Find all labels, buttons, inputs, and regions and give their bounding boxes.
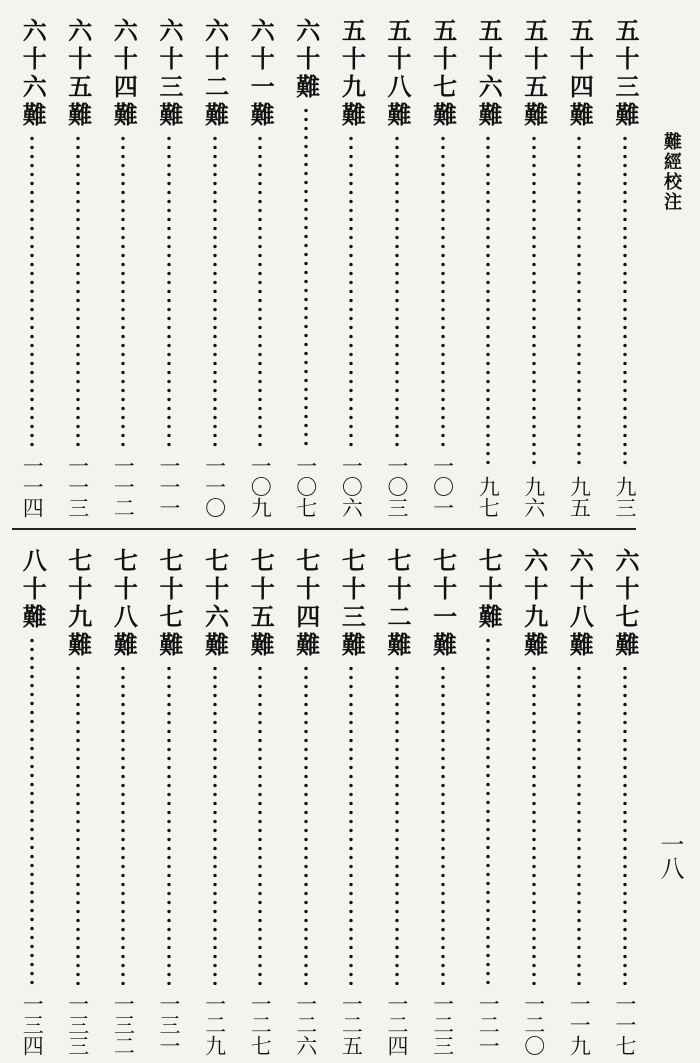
toc-entry-page: 一二四 bbox=[385, 993, 409, 1056]
toc-entry[interactable] bbox=[154, 18, 184, 518]
dot-leader bbox=[486, 134, 490, 468]
toc-entry-title: 五十九難 bbox=[337, 18, 367, 130]
toc-entry-title: 五十六難 bbox=[474, 18, 504, 130]
toc-entry[interactable] bbox=[428, 18, 458, 518]
dot-leader bbox=[213, 664, 217, 985]
dot-leader bbox=[76, 134, 80, 447]
toc-entry-title: 五十八難 bbox=[383, 18, 412, 130]
dot-leader bbox=[258, 134, 262, 447]
toc-block-bottom bbox=[0, 548, 700, 1056]
toc-entry-page: 一二五 bbox=[339, 993, 364, 1056]
toc-entry-page: 一二六 bbox=[293, 993, 318, 1056]
toc-entry-title: 七十難 bbox=[474, 548, 504, 632]
toc-entry[interactable] bbox=[564, 18, 594, 518]
running-header-title: 難經校注 bbox=[661, 132, 682, 212]
dot-leader bbox=[486, 636, 490, 985]
toc-entry-title: 六十八難 bbox=[565, 548, 595, 660]
toc-entry-page: 一〇九 bbox=[248, 455, 273, 518]
toc-entry-page: 一〇一 bbox=[430, 455, 455, 518]
toc-entry-title: 七十九難 bbox=[63, 548, 93, 660]
dot-leader bbox=[349, 134, 353, 447]
dot-leader bbox=[623, 134, 627, 468]
toc-entry[interactable] bbox=[154, 548, 184, 1056]
toc-entry-title: 七十七難 bbox=[155, 548, 184, 660]
toc-entry-title: 七十五難 bbox=[246, 548, 276, 660]
dot-leader bbox=[76, 664, 80, 985]
toc-entry-page: 九七 bbox=[476, 476, 501, 518]
toc-entry-page: 一二三 bbox=[430, 993, 455, 1056]
toc-entry[interactable] bbox=[382, 548, 412, 1056]
page-number: 一八 bbox=[656, 832, 684, 880]
toc-entry-page: 一〇七 bbox=[293, 455, 318, 518]
toc-entry-page: 一一九 bbox=[567, 993, 592, 1056]
dot-leader bbox=[349, 664, 353, 985]
toc-entry[interactable] bbox=[336, 18, 366, 518]
dot-leader bbox=[441, 664, 445, 985]
dot-leader bbox=[395, 134, 399, 447]
toc-entry[interactable] bbox=[473, 548, 503, 1056]
section-divider bbox=[12, 528, 636, 530]
toc-entry[interactable] bbox=[200, 548, 230, 1056]
toc-entry-title: 五十五難 bbox=[519, 18, 549, 130]
toc-entry-title: 六十一難 bbox=[246, 18, 276, 130]
toc-entry[interactable] bbox=[291, 548, 321, 1056]
toc-entry-title: 八十難 bbox=[18, 548, 48, 632]
dot-leader bbox=[532, 134, 536, 468]
dot-leader bbox=[577, 664, 581, 985]
dot-leader bbox=[577, 134, 581, 468]
dot-leader bbox=[304, 664, 308, 985]
toc-entry[interactable] bbox=[108, 18, 138, 518]
toc-entry-page: 一一二 bbox=[111, 455, 136, 518]
toc-entry-page: 一三一 bbox=[157, 993, 181, 1056]
toc-entry-title: 五十七難 bbox=[428, 18, 458, 130]
dot-leader bbox=[623, 664, 627, 985]
toc-entry[interactable] bbox=[610, 18, 640, 518]
toc-entry[interactable] bbox=[382, 18, 412, 518]
toc-entry-page: 一一七 bbox=[613, 993, 637, 1056]
dot-leader bbox=[395, 664, 399, 985]
toc-entry[interactable] bbox=[200, 18, 230, 518]
dot-leader bbox=[30, 134, 34, 447]
toc-entry-page: 一三三 bbox=[65, 993, 90, 1056]
dot-leader bbox=[30, 636, 34, 985]
toc-entry[interactable] bbox=[63, 18, 93, 518]
dot-leader bbox=[167, 134, 171, 447]
toc-entry-title: 六十六難 bbox=[18, 18, 48, 130]
toc-entry[interactable] bbox=[610, 548, 640, 1056]
toc-entry-page: 一一〇 bbox=[202, 455, 227, 518]
toc-entry-title: 六十三難 bbox=[155, 18, 184, 130]
toc-entry-title: 七十三難 bbox=[337, 548, 367, 660]
toc-entry-page: 九五 bbox=[567, 476, 592, 518]
toc-entry-page: 九三 bbox=[613, 476, 637, 518]
toc-entry[interactable] bbox=[428, 548, 458, 1056]
toc-entry-title: 六十四難 bbox=[109, 18, 139, 130]
dot-leader bbox=[213, 134, 217, 447]
toc-entry[interactable] bbox=[564, 548, 594, 1056]
toc-entry-title: 七十一難 bbox=[428, 548, 458, 660]
toc-entry-title: 六十二難 bbox=[200, 18, 230, 130]
toc-entry-title: 六十七難 bbox=[611, 548, 640, 660]
toc-entry-page: 一一四 bbox=[20, 455, 45, 518]
toc-entry-title: 七十二難 bbox=[383, 548, 412, 660]
toc-entry-title: 七十六難 bbox=[200, 548, 230, 660]
toc-entry[interactable] bbox=[17, 548, 47, 1056]
toc-entry-page: 一二七 bbox=[248, 993, 273, 1056]
toc-entry-title: 六十九難 bbox=[519, 548, 549, 660]
toc-block-top bbox=[0, 18, 700, 518]
toc-entry-title: 七十八難 bbox=[109, 548, 139, 660]
toc-entry-page: 一三二 bbox=[111, 993, 136, 1056]
toc-entry-page: 一二九 bbox=[202, 993, 227, 1056]
dot-leader bbox=[258, 664, 262, 985]
dot-leader bbox=[441, 134, 445, 447]
toc-entry-page: 一三四 bbox=[20, 993, 45, 1056]
toc-entry-page: 一二〇 bbox=[521, 993, 546, 1056]
toc-entry[interactable] bbox=[245, 18, 275, 518]
dot-leader bbox=[167, 664, 171, 985]
toc-entry-title: 五十四難 bbox=[565, 18, 595, 130]
toc-entry-page: 一一一 bbox=[157, 455, 181, 518]
dot-leader bbox=[532, 664, 536, 985]
toc-entry[interactable] bbox=[519, 548, 549, 1056]
toc-entry[interactable] bbox=[473, 18, 503, 518]
toc-entry-title: 六十五難 bbox=[63, 18, 93, 130]
toc-entry[interactable] bbox=[291, 18, 321, 518]
dot-leader bbox=[121, 134, 125, 447]
toc-entry[interactable] bbox=[519, 18, 549, 518]
toc-entry-page: 一〇三 bbox=[385, 455, 409, 518]
toc-entry[interactable] bbox=[17, 18, 47, 518]
toc-entry-page: 九六 bbox=[521, 476, 546, 518]
toc-entry-page: 一〇六 bbox=[339, 455, 364, 518]
toc-entry[interactable] bbox=[245, 548, 275, 1056]
toc-entry-title: 六十難 bbox=[291, 18, 321, 102]
dot-leader bbox=[304, 106, 308, 447]
toc-entry[interactable] bbox=[336, 548, 366, 1056]
toc-entry-title: 七十四難 bbox=[291, 548, 321, 660]
toc-entry[interactable] bbox=[108, 548, 138, 1056]
toc-entry-title: 五十三難 bbox=[611, 18, 640, 130]
toc-entry-page: 一一三 bbox=[65, 455, 90, 518]
toc-entry-page: 一二一 bbox=[476, 993, 501, 1056]
toc-entry[interactable] bbox=[63, 548, 93, 1056]
dot-leader bbox=[121, 664, 125, 985]
